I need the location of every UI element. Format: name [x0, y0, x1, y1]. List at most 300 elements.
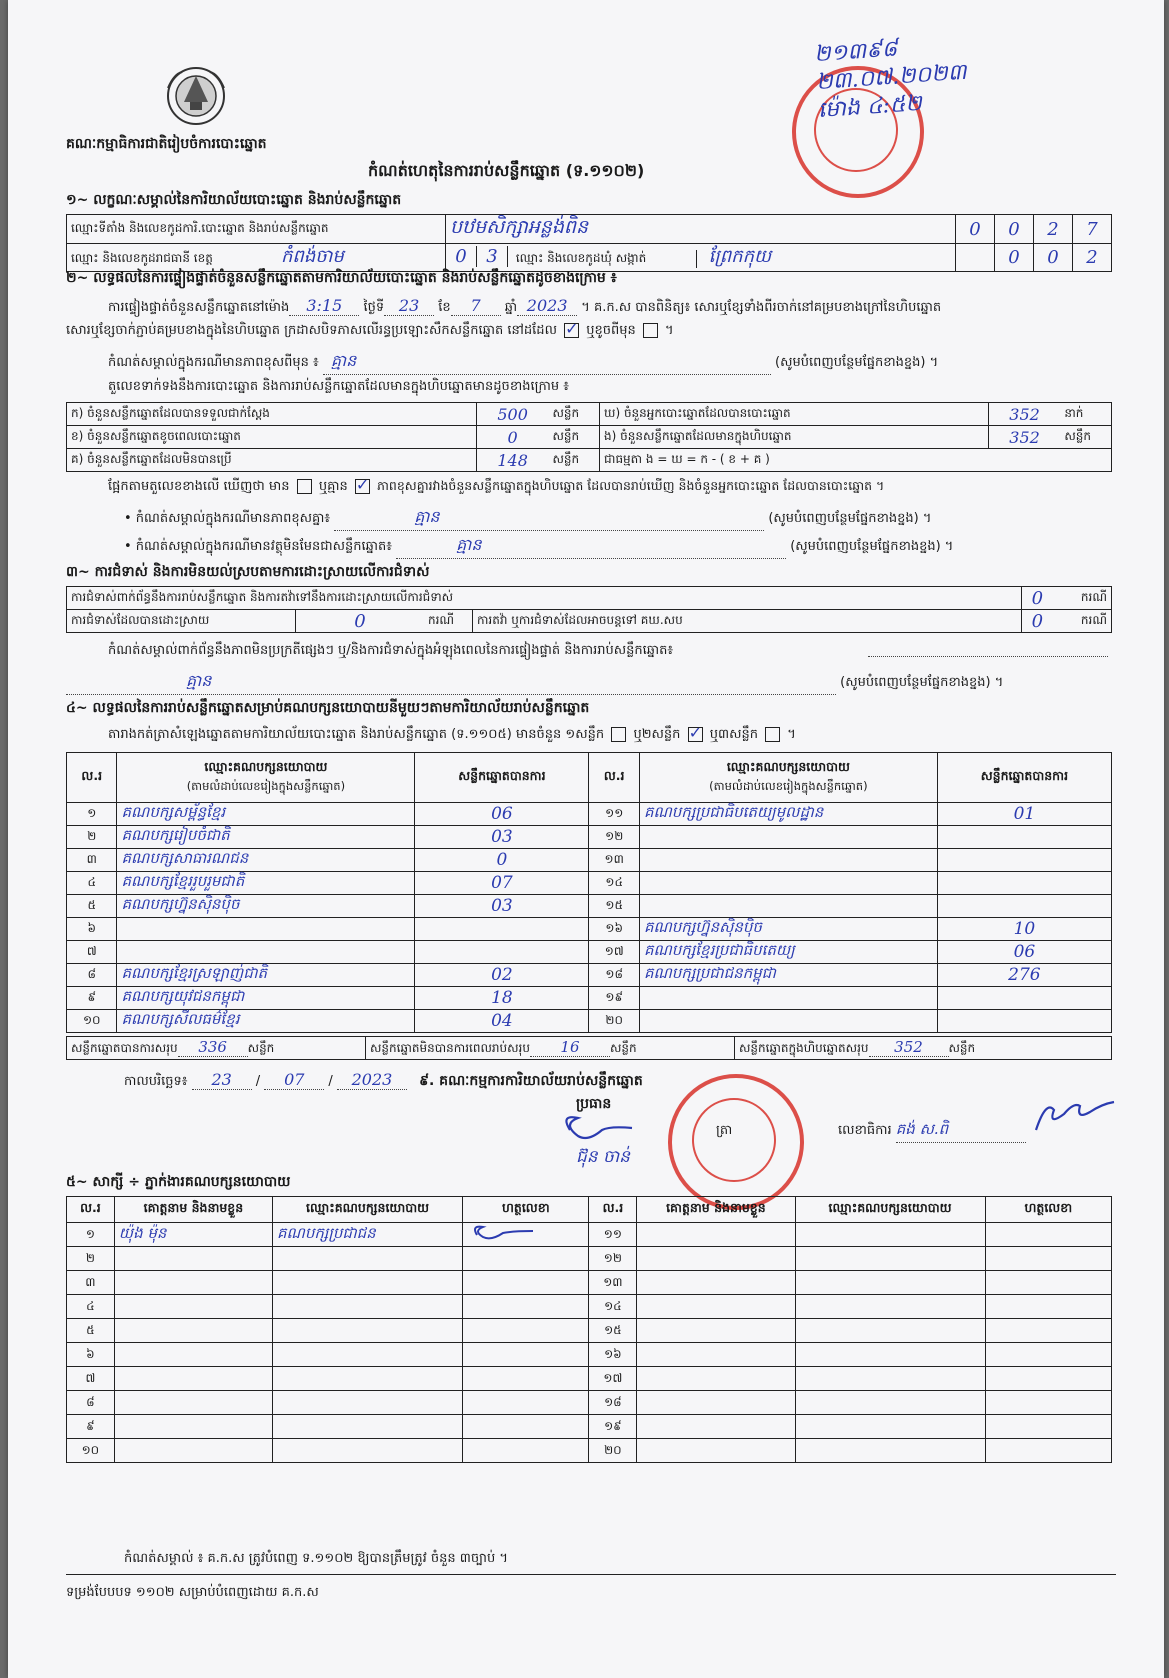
date-day: 23 [192, 1070, 252, 1090]
commune-label: ឈ្មោះ និងលេខកូដឃុំ សង្កាត់ [512, 250, 697, 268]
result-party: គណបក្សហ្វ៊ុនស៊ិនប៉ិច [639, 918, 937, 941]
result-no: ១៩ [589, 987, 639, 1010]
section4-heading: ៤~ លទ្ធផលនៃការរាប់សន្លឹកឆ្នោតសម្រាប់គណបក្សនយោបាយនីមួយៗតាមការិយាល័យរាប់សន្លឹកឆ្នោត [66, 700, 590, 716]
result-row [67, 987, 1112, 1010]
witness-col-party: ឈ្មោះគណបក្សនយោបាយ [795, 1197, 985, 1223]
result-no: ៣ [67, 849, 117, 872]
result-row [67, 849, 1112, 872]
date-label: កាលបរិច្ឆេទ៖ [124, 1074, 188, 1089]
difference-note-line [108, 350, 1108, 375]
month-label: ខែ [438, 300, 451, 315]
unit-label: សន្លឹក [548, 403, 599, 426]
chair-label: ប្រធាន [576, 1096, 612, 1112]
col-party-title: ឈ្មោះគណបក្សនយោបាយ [726, 759, 850, 774]
formula-text: ជាធម្មតា ង = ឃ = ក - ( ខ + គ ) [600, 449, 1112, 472]
figures-intro: តួលេខទាក់ទងនឹងការបោះឆ្នោត និងការរាប់សន្លឹកឆ្នោតដែលមានក្នុងហិបឆ្នោតមានដូចខាងក្រោម ៖ [108, 379, 569, 394]
witness-name: យ៉ុង ម៉ុន [114, 1223, 272, 1247]
verification-time-label: ការផ្ទៀងផ្ទាត់ចំនួនសន្លឹកឆ្នោតនៅម៉ោង [108, 300, 290, 315]
total-invalid-cell [366, 1037, 735, 1060]
witness-no: ៧ [67, 1367, 115, 1391]
witness-signature [985, 1271, 1111, 1295]
foreign-object-label: • កំណត់សម្គាល់ក្នុងករណីមានវត្ថុមិនមែនជាសន្លឹកឆ្នោត៖ [124, 539, 392, 554]
province-value: កំពង់ចាម [281, 246, 344, 267]
col-no-header: ល.រ [589, 753, 639, 803]
unit-label: សន្លឹក [548, 449, 599, 472]
col-party-sub: (តាមលំដាប់លេខរៀងក្នុងសន្លឹកឆ្នោត) [709, 779, 868, 793]
witness-name [637, 1391, 795, 1415]
complaints-label: ការជំទាស់ពាក់ព័ន្ធនឹងការរាប់សន្លឹកឆ្នោត និងការតវ៉ាទៅនឹងការដោះស្រាយលើការជំទាស់ [67, 587, 1022, 610]
two-sheet-label: ឬ២សន្លឹក [633, 727, 681, 742]
result-votes [937, 826, 1111, 849]
witness-party [795, 1247, 985, 1271]
witness-no: ១៧ [589, 1367, 637, 1391]
witness-signature [985, 1415, 1111, 1439]
ballot-figures-table [66, 402, 1112, 472]
difference-note-label: កំណត់សម្គាល់ក្នុងករណីមានភាពខុសពីមុន ៖ [108, 355, 319, 370]
station-code-digit: 7 [1073, 215, 1112, 244]
witness-signature [463, 1223, 589, 1247]
irregularity-note-hint: (សូមបំពេញបន្ថែមផ្នែកខាងខ្នង) ។ [840, 675, 1004, 690]
col-votes-header: សន្លឹកឆ្នោតបានការ [937, 753, 1111, 803]
result-party: គណបក្សរៀបចំជាតិ [117, 826, 415, 849]
seal-label: ត្រា [716, 1123, 733, 1138]
result-no: ១៥ [589, 895, 639, 918]
result-votes: 03 [415, 895, 589, 918]
polling-station-label: ឈ្មោះទីតាំង និងលេខកូដការិ.បោះឆ្នោត និងរាប់សន្លឹកឆ្នោត [67, 215, 446, 244]
witness-name [637, 1295, 795, 1319]
witness-name [637, 1271, 795, 1295]
result-no: ១ [67, 803, 117, 826]
result-party: គណបក្សប្រជាជនកម្ពុជា [639, 964, 937, 987]
irregularity-note-line-a [868, 656, 1108, 657]
result-party [639, 849, 937, 872]
witness-signature [985, 1319, 1111, 1343]
chair-name: ជ៊ុន ចាន់ [576, 1147, 630, 1167]
commune-code-digit: 2 [1073, 244, 1112, 272]
discrepancy-line [108, 478, 1108, 497]
witness-signature [463, 1343, 589, 1367]
national-emblem-icon [160, 62, 232, 128]
witness-no: ៤ [67, 1295, 115, 1319]
result-party: គណបក្សសម្ព័ន្ធខ្មែរ [117, 803, 415, 826]
witness-row [67, 1319, 1112, 1343]
result-no: ១៣ [589, 849, 639, 872]
witness-party [795, 1319, 985, 1343]
total-invalid-label: សន្លឹកឆ្នោតមិនបានការពេលរាប់សរុប [370, 1041, 530, 1055]
result-no: ១៦ [589, 918, 639, 941]
unit-label: សន្លឹក [548, 426, 599, 449]
result-no: ៧ [67, 941, 117, 964]
witness-row [67, 1247, 1112, 1271]
witness-party [795, 1439, 985, 1463]
committee-label: ៩. គណៈកម្មការការិយាល័យរាប់សន្លឹកឆ្នោត [419, 1073, 643, 1089]
result-votes: 06 [937, 941, 1111, 964]
received-ballots-value: 500 [476, 403, 548, 426]
spoiled-ballots-label: ខ) ចំនួនសន្លឹកឆ្នោតខូចពេលបោះឆ្នោត [67, 426, 477, 449]
verification-line [108, 296, 1108, 318]
station-code-digit: 2 [1034, 215, 1073, 244]
result-votes [415, 941, 589, 964]
result-row [67, 895, 1112, 918]
voters-label: ឃ) ចំនួនអ្នកបោះឆ្នោតដែលបានបោះឆ្នោត [600, 403, 989, 426]
difference-note-hint: (សូមបំពេញបន្ថែមផ្នែកខាងខ្នង) ។ [775, 355, 939, 370]
result-votes [937, 872, 1111, 895]
witness-party [273, 1343, 463, 1367]
verification-year: 2023 [517, 296, 577, 316]
col-votes-header: សន្លឹកឆ្នោតបានការ [415, 753, 589, 803]
station-code-digit: 0 [995, 215, 1034, 244]
witness-no: ៩ [67, 1415, 115, 1439]
result-votes: 276 [937, 964, 1111, 987]
unit-label: នាក់ [1060, 403, 1111, 426]
discrepancy-label-a: ផ្អែកតាមតួលេខខាងលើ ឃើញថា មាន [108, 479, 290, 494]
day-label: ថ្ងៃទី [363, 300, 385, 315]
result-party [117, 941, 415, 964]
witness-name [637, 1247, 795, 1271]
ballots-in-box-value: 352 [988, 426, 1060, 449]
result-party: គណបក្សសាធារណជន [117, 849, 415, 872]
appeal-label: ការតវ៉ា ឬការជំទាស់ដែលអាចបន្តទៅ គឃ.សប [473, 610, 1022, 633]
witness-col-no: ល.រ [589, 1197, 637, 1223]
witness-signature [463, 1367, 589, 1391]
unit-label: ករណី [1053, 610, 1112, 633]
unit-label: សន្លឹក [609, 1041, 637, 1055]
witness-name [637, 1319, 795, 1343]
foreign-object-value: គ្មាន [396, 534, 786, 559]
witness-signature [463, 1391, 589, 1415]
witness-party [795, 1367, 985, 1391]
footnote: កំណត់សម្គាល់ ៖ គ.ក.ស ត្រូវបំពេញ ទ.១១០២ ឱ្យបានត្រឹមត្រូវ ចំនួន ៣ច្បាប់ ។ [124, 1551, 508, 1566]
verification-time: 3:15 [289, 296, 359, 316]
result-no: ៤ [67, 872, 117, 895]
result-votes: 0 [415, 849, 589, 872]
verification-month: 7 [451, 296, 501, 316]
seal-damaged-checkbox[interactable] [643, 323, 658, 338]
result-votes: 02 [415, 964, 589, 987]
difference-bullet-hint: (សូមបំពេញបន្ថែមផ្នែកខាងខ្នង) ។ [768, 511, 932, 526]
result-votes [937, 987, 1111, 1010]
result-row [67, 826, 1112, 849]
col-no-header: ល.រ [67, 753, 117, 803]
witness-no: ១៣ [589, 1271, 637, 1295]
unit-label: ករណី [1053, 587, 1112, 610]
witness-no: ១៨ [589, 1391, 637, 1415]
three-sheet-checkbox[interactable] [765, 727, 780, 742]
result-row [67, 941, 1112, 964]
unit-label: សន្លឹក [247, 1041, 275, 1055]
form-sheet [8, 0, 1164, 1678]
witness-signature [985, 1391, 1111, 1415]
result-votes [937, 1010, 1111, 1033]
witness-name [114, 1367, 272, 1391]
witness-no: ១១ [589, 1223, 637, 1247]
witness-no: ២ [67, 1247, 115, 1271]
result-votes [937, 849, 1111, 872]
result-party [639, 895, 937, 918]
section3-heading: ៣~ ការជំទាស់ និងការមិនយល់ស្របតាមការដោះស្រាយលើការជំទាស់ [66, 564, 430, 580]
two-sheet-checkbox[interactable] [688, 727, 703, 742]
polling-station-value: បឋមសិក្សាអន្លង់ពិន [446, 215, 956, 244]
result-votes: 04 [415, 1010, 589, 1033]
witness-name [114, 1439, 272, 1463]
witness-name [114, 1415, 272, 1439]
spoiled-ballots-value: 0 [476, 426, 548, 449]
witness-party [273, 1295, 463, 1319]
unit-label: សន្លឹក [1060, 426, 1111, 449]
result-party [639, 987, 937, 1010]
result-votes: 01 [937, 803, 1111, 826]
witness-name [114, 1247, 272, 1271]
difference-bullet-label: • កំណត់សម្គាល់ក្នុងករណីមានភាពខុសគ្នា៖ [124, 511, 331, 526]
witness-no: ៦ [67, 1343, 115, 1367]
discrepancy-no-checkbox[interactable] [355, 479, 370, 494]
resolved-label: ការជំទាស់ដែលបានដោះស្រាយ [67, 610, 296, 633]
witness-name [114, 1343, 272, 1367]
result-no: ១២ [589, 826, 639, 849]
witness-party [273, 1319, 463, 1343]
total-box-label: សន្លឹកឆ្នោតក្នុងហិបឆ្នោតសរុប [739, 1041, 869, 1055]
page-title: កំណត់ហេតុនៃការរាប់សន្លឹកឆ្នោត (ទ.១១០២) [368, 161, 645, 180]
result-row [67, 803, 1112, 826]
witness-col-sign: ហត្ថលេខា [463, 1197, 589, 1223]
code-spacer [956, 244, 995, 272]
witness-name [114, 1319, 272, 1343]
irregularity-note-label: កំណត់សម្គាល់ពាក់ព័ន្ធនឹងភាពមិនប្រក្រតីផ្សេងៗ ឬ/និងការជំទាស់ក្នុងអំឡុងពេលនៃការផ្ទៀងផ្ទាត់ និងការរាប់សន្លឹកឆ្នោត៖ [108, 643, 674, 658]
result-no: ១០ [67, 1010, 117, 1033]
witness-party [273, 1439, 463, 1463]
complaints-table [66, 586, 1112, 633]
witness-party [273, 1391, 463, 1415]
secretary-label: លេខាធិការ [838, 1123, 892, 1138]
irregularity-note-value: គ្មាន [66, 670, 836, 695]
witness-signature [985, 1223, 1111, 1247]
witness-signature [985, 1367, 1111, 1391]
witness-signature [985, 1247, 1111, 1271]
footer-divider [66, 1574, 1116, 1575]
witness-party [273, 1415, 463, 1439]
result-party [639, 1010, 937, 1033]
voters-value: 352 [988, 403, 1060, 426]
result-no: ៩ [67, 987, 117, 1010]
col-party-header [639, 753, 937, 803]
witness-name [637, 1343, 795, 1367]
result-party: គណបក្សយុវជនកម្ពុជា [117, 987, 415, 1010]
witness-party [273, 1271, 463, 1295]
witness-no: ១០ [67, 1439, 115, 1463]
witness-no: ១៩ [589, 1415, 637, 1439]
result-party: គណបក្សខ្មែររួបរួមជាតិ [117, 872, 415, 895]
difference-bullet-value: គ្មាន [334, 506, 764, 531]
witness-table [66, 1196, 1112, 1463]
result-no: ១៤ [589, 872, 639, 895]
witness-col-name: គោត្តនាម និងនាមខ្លួន [114, 1197, 272, 1223]
tally-sheet-line: តារាងកត់ត្រាសំឡេងឆ្នោតតាមការិយាល័យបោះឆ្នោត និងរាប់សន្លឹកឆ្នោត (ទ.១១០៥) មានចំនួន ១សន្លឹក ឬ២សន្លឹក ✓ ឬ៣សន្លឹក ។ [108, 726, 1108, 745]
commune-value: ព្រែកកុយ [708, 246, 772, 267]
witness-row [67, 1415, 1112, 1439]
witness-name [114, 1295, 272, 1319]
result-party [117, 918, 415, 941]
secretary-signature-icon [1028, 1090, 1118, 1140]
witness-party [795, 1223, 985, 1247]
results-table [66, 752, 1112, 1033]
witness-signature-icon [467, 1223, 547, 1243]
difference-note-value: គ្មាន [323, 350, 771, 375]
witness-party [273, 1367, 463, 1391]
result-votes [937, 895, 1111, 918]
col-party-header [117, 753, 415, 803]
result-votes: 18 [415, 987, 589, 1010]
foreign-object-bullet [124, 534, 1104, 559]
totals-table [66, 1036, 1112, 1060]
witness-row [67, 1367, 1112, 1391]
witness-signature [463, 1295, 589, 1319]
result-party: គណបក្សសីលធម៌ខ្មែរ [117, 1010, 415, 1033]
date-line: កាលបរិច្ឆេទ៖ 23 / 07 / 2023 ៩. គណៈកម្មការការិយាល័យរាប់សន្លឹកឆ្នោត [124, 1070, 643, 1089]
witness-no: ៨ [67, 1391, 115, 1415]
result-no: ១១ [589, 803, 639, 826]
col-party-sub: (តាមលំដាប់លេខរៀងក្នុងសន្លឹកឆ្នោត) [186, 779, 346, 793]
witness-party [795, 1295, 985, 1319]
result-no: ៦ [67, 918, 117, 941]
total-invalid-value: 16 [530, 1038, 610, 1057]
result-votes: 07 [415, 872, 589, 895]
witness-signature [985, 1439, 1111, 1463]
result-row [67, 1010, 1112, 1033]
result-party [639, 872, 937, 895]
verification-day: 23 [384, 296, 434, 316]
seal-damaged-label: ឬខូចពីមុន [586, 323, 636, 338]
year-label: ឆ្នាំ [504, 300, 518, 315]
total-box-value: 352 [869, 1038, 949, 1057]
province-label: ឈ្មោះ និងលេខកូដរាជធានី ខេត្ត [71, 251, 213, 265]
result-votes: 03 [415, 826, 589, 849]
witness-name [114, 1271, 272, 1295]
section5-heading: ៥~ សាក្សី ÷ ភ្នាក់ងារគណបក្សនយោបាយ [66, 1174, 291, 1190]
result-no: ៥ [67, 895, 117, 918]
result-row [67, 964, 1112, 987]
foreign-object-hint: (សូមបំពេញបន្ថែមផ្នែកខាងខ្នង) ។ [790, 539, 954, 554]
witness-no: ១២ [589, 1247, 637, 1271]
witness-no: ២០ [589, 1439, 637, 1463]
resolved-value: 0 [296, 610, 425, 633]
section1-heading: ១~ លក្ខណៈសម្គាល់នៃការិយាល័យបោះឆ្នោត និងរាប់សន្លឹកឆ្នោត [66, 192, 402, 208]
appeal-value: 0 [1021, 610, 1053, 633]
witness-name [637, 1439, 795, 1463]
result-party [639, 826, 937, 849]
seal-check-line: សោរឬខ្សែចាក់ភ្ជាប់គម្របខាងក្នុងនៃហិបឆ្នោត ក្រដាសបិទភាសលើរន្ធប្រឡោះសឹកសន្លឹកឆ្នោត នៅដដែល ✓ ឬខូចពីមុន ។ [66, 322, 1106, 341]
station-code-digit: 0 [956, 215, 995, 244]
witness-col-sign: ហត្ថលេខា [985, 1197, 1111, 1223]
witness-signature [463, 1247, 589, 1271]
witness-no: ៣ [67, 1271, 115, 1295]
witness-party [795, 1271, 985, 1295]
irregularity-note-row [66, 670, 1116, 695]
result-party: គណបក្សខ្មែរស្រឡាញ់ជាតិ [117, 964, 415, 987]
witness-party [795, 1415, 985, 1439]
result-party: គណបក្សហ្វ៊ុនស៊ិនប៉ិច [117, 895, 415, 918]
footer-text: ទម្រង់បែបបទ ១១០២ សម្រាប់បំពេញដោយ គ.ក.ស [66, 1585, 319, 1600]
unused-ballots-value: 148 [476, 449, 548, 472]
verification-text: ។ គ.ក.ស បានពិនិត្យ៖ សោរឬខ្សែទាំងពីរចាក់នៅគម្របខាងក្រៅនៃហិបឆ្នោត [581, 300, 942, 315]
ballots-in-box-label: ង) ចំនួនសន្លឹកឆ្នោតដែលមានក្នុងហិបឆ្នោត [600, 426, 989, 449]
total-box-cell [735, 1037, 1112, 1060]
witness-party [795, 1343, 985, 1367]
result-votes: 10 [937, 918, 1111, 941]
result-party: គណបក្សប្រជាធិបតេយ្យមូលដ្ឋាន [639, 803, 937, 826]
witness-no: ១ [67, 1223, 115, 1247]
unit-label: ករណី [424, 610, 473, 633]
witness-party [795, 1391, 985, 1415]
org-name: គណៈកម្មាធិការជាតិរៀបចំការបោះឆ្នោត [66, 136, 267, 152]
result-row [67, 872, 1112, 895]
date-year: 2023 [337, 1070, 407, 1090]
witness-no: ៥ [67, 1319, 115, 1343]
witness-name [637, 1223, 795, 1247]
witness-name [114, 1391, 272, 1415]
difference-bullet [124, 506, 1104, 531]
commune-code-digit: 0 [1034, 244, 1073, 272]
discrepancy-label-c: ភាពខុសគ្នារវាងចំនួនសន្លឹកឆ្នោតក្នុងហិបឆ្នោត ដែលបានរាប់ឃើញ និងចំនួនអ្នកបោះឆ្នោត ដែលបានបោះឆ្នោត ។ [377, 478, 885, 493]
witness-name [637, 1367, 795, 1391]
witness-signature [463, 1439, 589, 1463]
witness-signature [985, 1343, 1111, 1367]
witness-row [67, 1223, 1112, 1247]
result-no: ១៨ [589, 964, 639, 987]
witness-signature [463, 1415, 589, 1439]
col-party-title: ឈ្មោះគណបក្សនយោបាយ [204, 759, 328, 774]
witness-row [67, 1271, 1112, 1295]
official-seal-icon [668, 1074, 804, 1210]
witness-col-party: ឈ្មោះគណបក្សនយោបាយ [273, 1197, 463, 1223]
result-votes [415, 918, 589, 941]
complaints-value: 0 [1021, 587, 1053, 610]
witness-col-name: គោត្តនាម និងនាមខ្លួន [637, 1197, 795, 1223]
witness-signature [463, 1319, 589, 1343]
three-sheet-label: ឬ៣សន្លឹក [709, 727, 758, 742]
secretary-name: គង់ ស.ពិ [896, 1120, 1026, 1143]
result-no: ២០ [589, 1010, 639, 1033]
stamp-annotation: ២១៣៩៨ ២៣.០៧.២០២៣ ម៉ោង ៤:៥២ [813, 36, 968, 124]
witness-col-no: ល.រ [67, 1197, 115, 1223]
witness-signature [463, 1271, 589, 1295]
witness-signature [985, 1295, 1111, 1319]
total-valid-value: 336 [178, 1038, 248, 1057]
result-no: ១៧ [589, 941, 639, 964]
witness-no: ១៥ [589, 1319, 637, 1343]
unused-ballots-label: គ) ចំនួនសន្លឹកឆ្នោតដែលមិនបានប្រើ [67, 449, 477, 472]
witness-row [67, 1391, 1112, 1415]
section1-table [66, 214, 1112, 272]
discrepancy-yes-checkbox[interactable] [297, 479, 312, 494]
one-sheet-checkbox[interactable] [611, 727, 626, 742]
discrepancy-label-b: ឬគ្មាន [318, 479, 348, 494]
witness-row [67, 1343, 1112, 1367]
commune-code-digit: 0 [995, 244, 1034, 272]
result-row [67, 918, 1112, 941]
province-code-digit: 0 [446, 246, 477, 267]
witness-no: ១៦ [589, 1343, 637, 1367]
witness-no: ១៤ [589, 1295, 637, 1319]
province-code-digit: 3 [477, 246, 508, 267]
witness-party: គណបក្សប្រជាជន [273, 1223, 463, 1247]
seal-intact-checkbox[interactable] [564, 323, 579, 338]
witness-party [273, 1247, 463, 1271]
result-no: ២ [67, 826, 117, 849]
tally-sheet-label: តារាងកត់ត្រាសំឡេងឆ្នោតតាមការិយាល័យបោះឆ្នោត និងរាប់សន្លឹកឆ្នោត (ទ.១១០៥) មានចំនួន ១សន្លឹក [108, 727, 605, 742]
witness-row [67, 1439, 1112, 1463]
total-valid-label: សន្លឹកឆ្នោតបានការសរុប [71, 1041, 178, 1055]
witness-row [67, 1295, 1112, 1319]
